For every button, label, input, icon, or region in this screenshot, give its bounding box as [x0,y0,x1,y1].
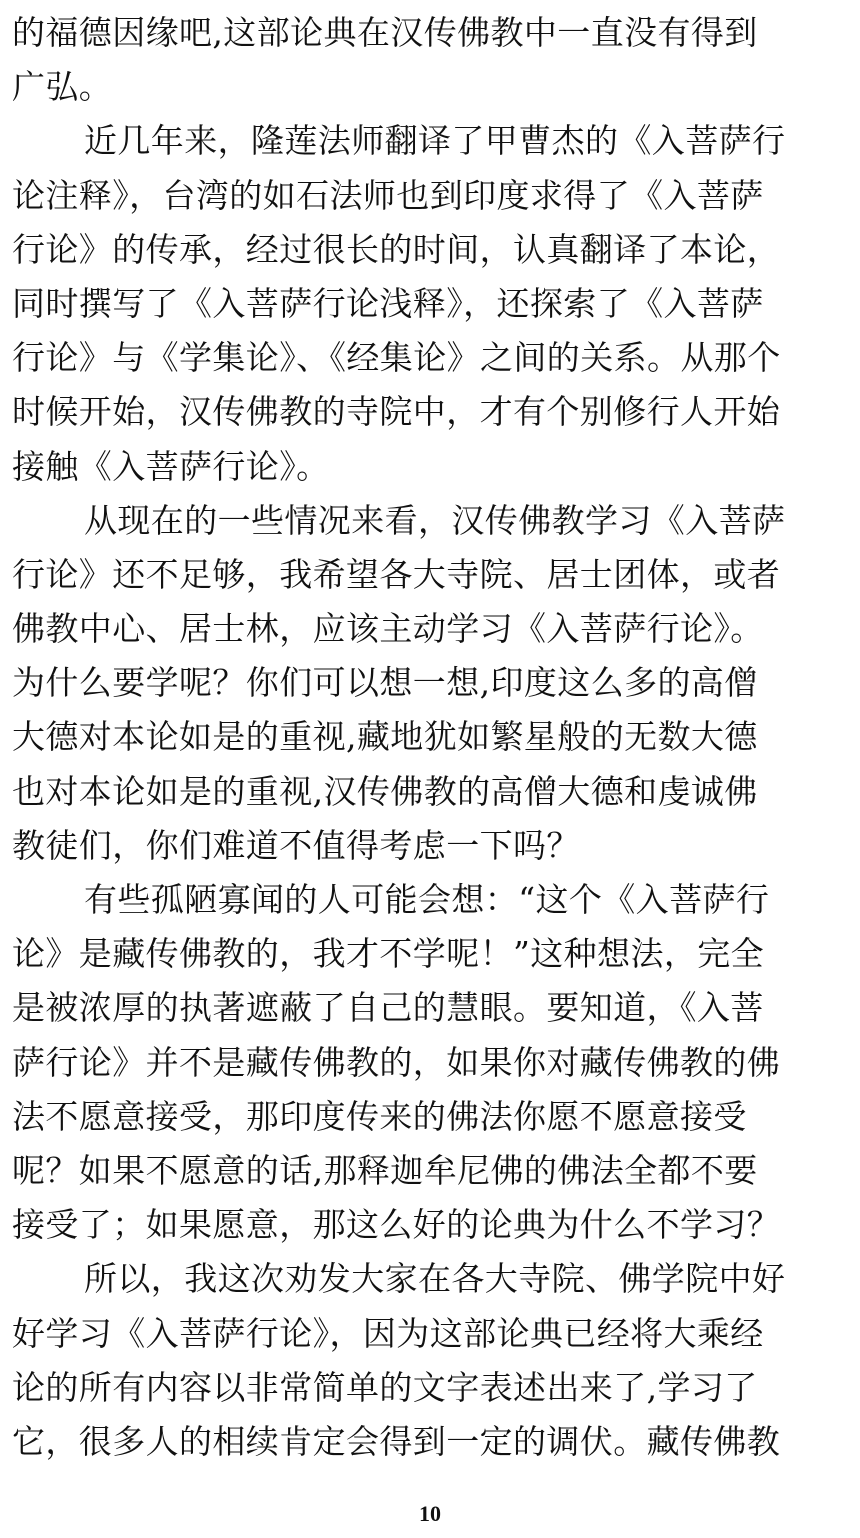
text-line: 好学习《入菩萨行论》，因为这部论典已经将大乘经 [12,1313,764,1353]
text-line: 时候开始，汉传佛教的寺院中，才有个别修行人开始 [12,392,781,432]
text-line: 为什么要学呢？你们可以想一想,印度这么多的高僧 [12,663,758,703]
text-line: 接触《入菩萨行论》。 [12,446,330,486]
text-line: 教徒们，你们难道不值得考虑一下吗？ [12,825,580,865]
text-line: 行论》还不足够，我希望各大寺院、居士团体，或者 [12,554,781,594]
text-line: 论》是藏传佛教的，我才不学呢！”这种想法，完全 [12,934,765,974]
text-line: 行论》的传承，经过很长的时间，认真翻译了本论， [12,229,781,269]
text-line: 行论》与《学集论》、《经集论》之间的关系。从那个 [12,338,781,378]
text-line: 萨行论》并不是藏传佛教的，如果你对藏传佛教的佛 [12,1042,781,1082]
text-line: 论注释》，台湾的如石法师也到印度求得了《入菩萨 [12,175,764,215]
text-line: 有些孤陋寡闻的人可能会想：“这个《入菩萨行 [84,880,770,919]
body-text [12,6,848,1469]
text-line: 是被浓厚的执著遮蔽了自己的慧眼。要知道，《入菩 [12,988,764,1028]
text-line: 接受了；如果愿意，那这么好的论典为什么不学习？ [12,1205,781,1245]
page-number: 10 [419,1501,441,1526]
text-line: 呢？如果不愿意的话,那释迦牟尼佛的佛法全都不要 [12,1150,758,1190]
text-line: 近几年来，隆莲法师翻译了甲曹杰的《入菩萨行 [84,121,786,161]
text-line: 大德对本论如是的重视,藏地犹如繁星般的无数大德 [12,717,758,757]
text-line: 它，很多人的相续肯定会得到一定的调伏。藏传佛教 [12,1421,781,1461]
text-line: 佛教中心、居士林，应该主动学习《入菩萨行论》。 [12,609,764,649]
text-line: 所以，我这次劝发大家在各大寺院、佛学院中好 [84,1259,786,1299]
text-line: 的福德因缘吧,这部论典在汉传佛教中一直没有得到 [12,13,758,52]
text-line: 也对本论如是的重视,汉传佛教的高僧大德和虔诚佛 [12,771,758,811]
text-line: 法不愿意接受，那印度传来的佛法你愿不愿意接受 [12,1096,747,1136]
text-line: 同时撰写了《入菩萨行论浅释》，还探索了《入菩萨 [12,283,764,323]
text-line: 从现在的一些情况来看，汉传佛教学习《入菩萨 [84,500,786,540]
text-line: 论的所有内容以非常简单的文字表述出来了,学习了 [12,1367,758,1407]
text-line: 广弘。 [12,67,113,107]
